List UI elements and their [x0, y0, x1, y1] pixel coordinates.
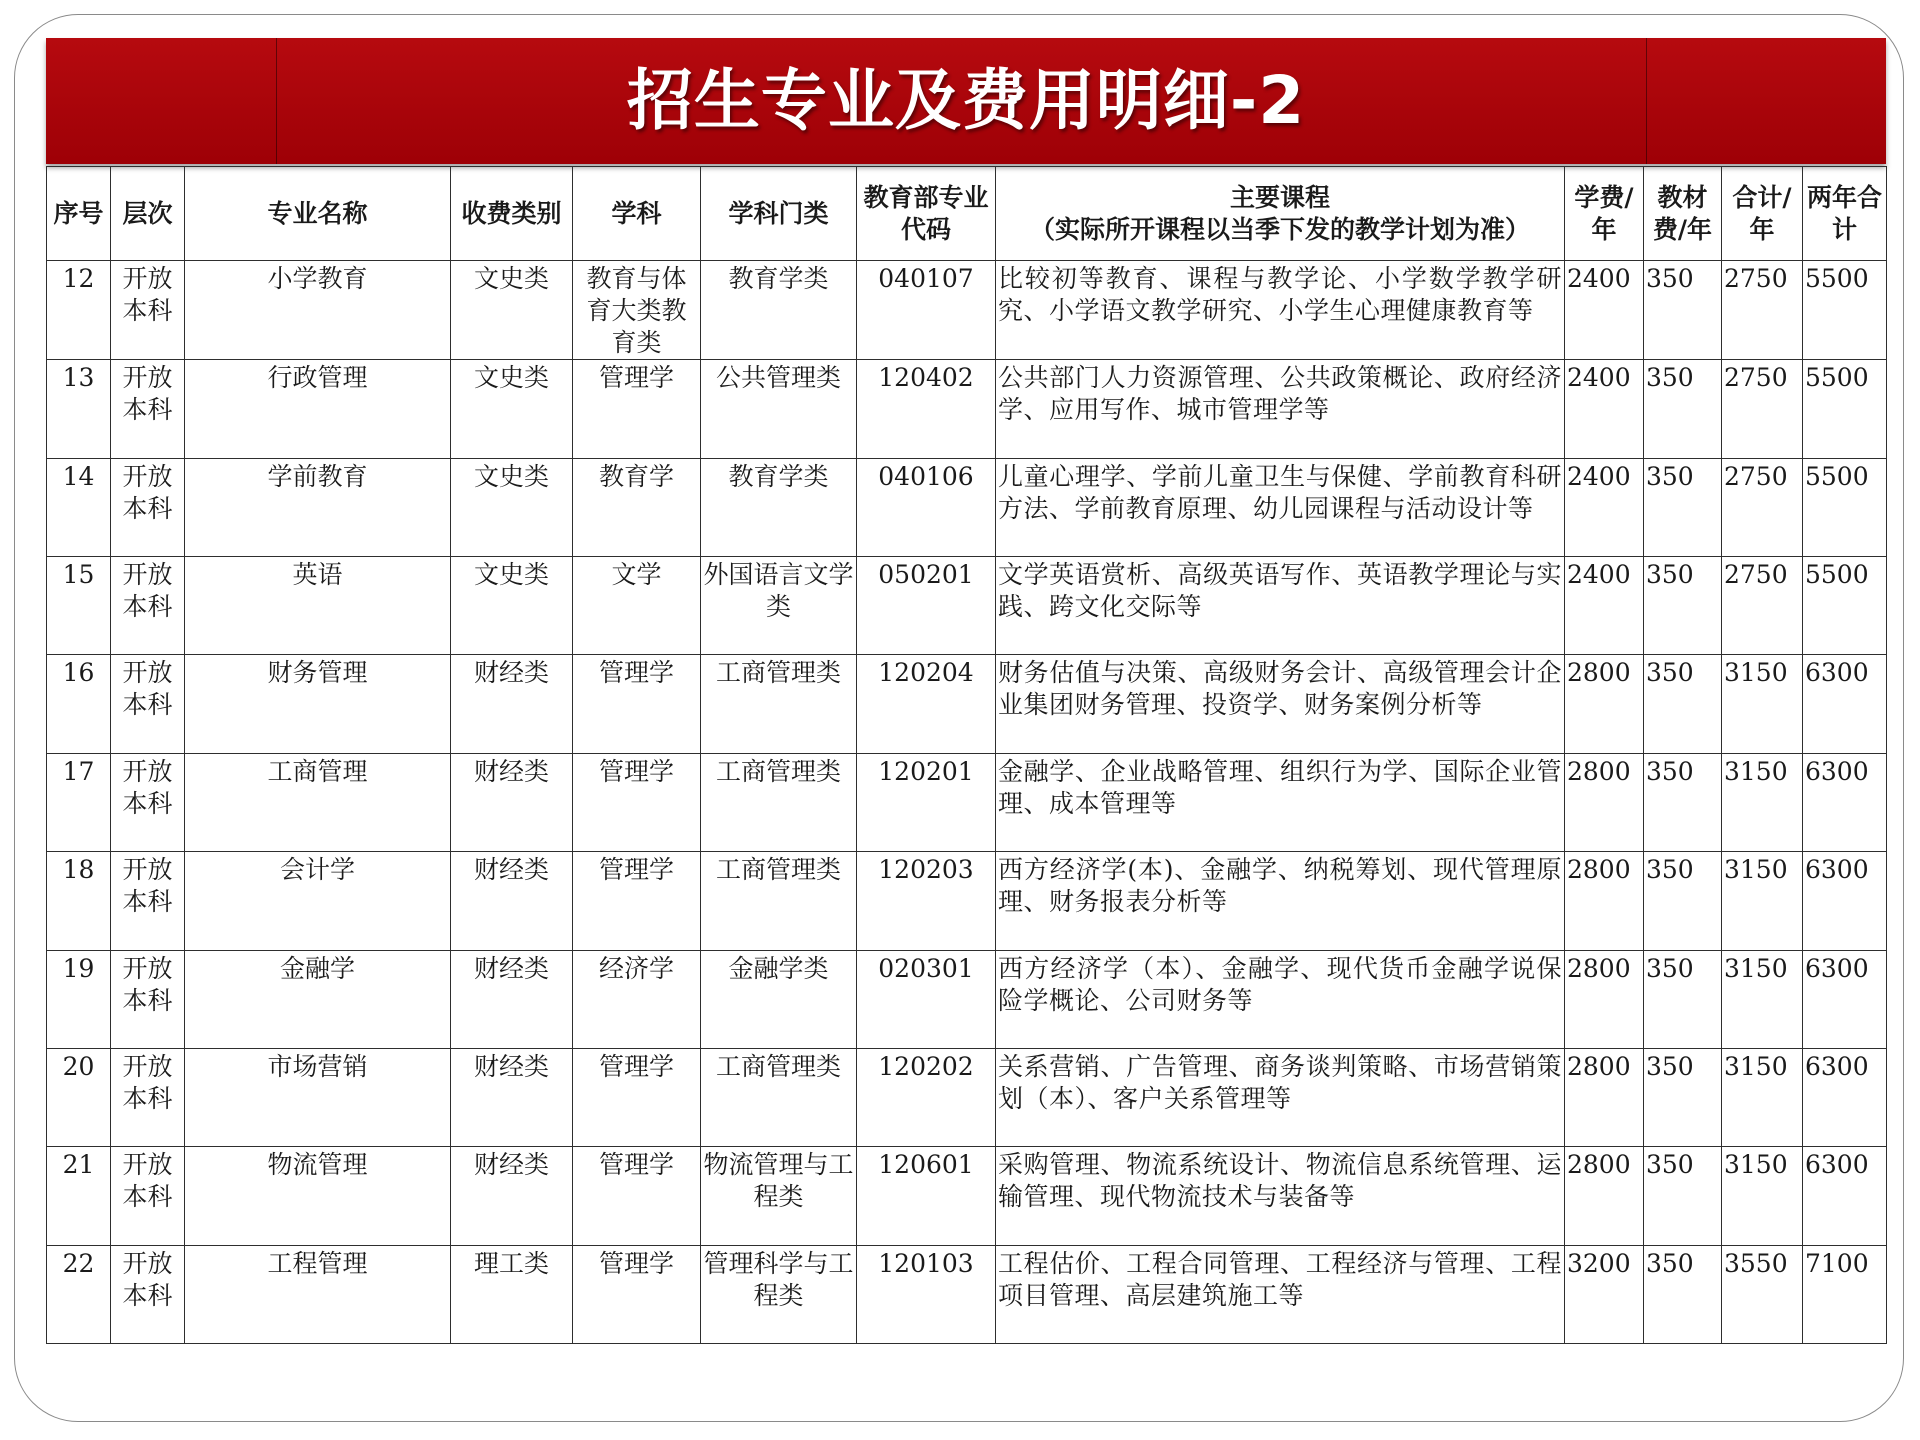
header-two-year: 两年合计 [1803, 167, 1887, 261]
cell-seq: 19 [47, 950, 111, 1048]
cell-tuition: 2800 [1565, 1048, 1644, 1146]
cell-level: 开放本科 [111, 852, 185, 950]
cell-discipline: 管理学 [573, 753, 701, 851]
header-code: 教育部专业代码 [857, 167, 996, 261]
cell-books: 350 [1644, 655, 1722, 753]
cell-books: 350 [1644, 950, 1722, 1048]
cell-total: 2750 [1722, 557, 1803, 655]
header-category: 学科门类 [701, 167, 857, 261]
cell-level: 开放本科 [111, 360, 185, 458]
cell-discipline: 教育学 [573, 458, 701, 556]
cell-major: 会计学 [185, 852, 451, 950]
cell-major: 工程管理 [185, 1245, 451, 1343]
cell-total: 3150 [1722, 1147, 1803, 1245]
cell-tuition: 2400 [1565, 557, 1644, 655]
cell-seq: 14 [47, 458, 111, 556]
cell-courses: 采购管理、物流系统设计、物流信息系统管理、运输管理、现代物流技术与装备等 [996, 1147, 1565, 1245]
cell-code: 120204 [857, 655, 996, 753]
cell-fee-type: 文史类 [451, 360, 573, 458]
cell-seq: 20 [47, 1048, 111, 1146]
table-row [47, 852, 1887, 950]
cell-level: 开放本科 [111, 1245, 185, 1343]
cell-two-year: 6300 [1803, 1048, 1887, 1146]
cell-courses: 关系营销、广告管理、商务谈判策略、市场营销策划（本）、客户关系管理等 [996, 1048, 1565, 1146]
cell-level: 开放本科 [111, 655, 185, 753]
cell-total: 2750 [1722, 458, 1803, 556]
cell-total: 3150 [1722, 753, 1803, 851]
table-body [47, 261, 1887, 1344]
cell-courses: 比较初等教育、课程与教学论、小学数学教学研究、小学语文教学研究、小学生心理健康教育等 [996, 261, 1565, 360]
cell-books: 350 [1644, 753, 1722, 851]
cell-major: 市场营销 [185, 1048, 451, 1146]
cell-seq: 21 [47, 1147, 111, 1245]
cell-discipline: 管理学 [573, 1245, 701, 1343]
cell-level: 开放本科 [111, 1147, 185, 1245]
fee-table [46, 166, 1887, 1344]
cell-discipline: 管理学 [573, 655, 701, 753]
header-courses-note: （实际所开课程以当季下发的教学计划为准） [1029, 214, 1530, 244]
table-row [47, 1147, 1887, 1245]
cell-category: 公共管理类 [701, 360, 857, 458]
cell-fee-type: 财经类 [451, 852, 573, 950]
cell-tuition: 2800 [1565, 655, 1644, 753]
cell-books: 350 [1644, 1147, 1722, 1245]
header-courses [996, 167, 1565, 261]
cell-category: 外国语言文学类 [701, 557, 857, 655]
header-major: 专业名称 [185, 167, 451, 261]
cell-major: 金融学 [185, 950, 451, 1048]
cell-seq: 18 [47, 852, 111, 950]
cell-two-year: 5500 [1803, 261, 1887, 360]
cell-code: 020301 [857, 950, 996, 1048]
cell-courses: 财务估值与决策、高级财务会计、高级管理会计企业集团财务管理、投资学、财务案例分析等 [996, 655, 1565, 753]
cell-discipline: 管理学 [573, 1048, 701, 1146]
cell-tuition: 3200 [1565, 1245, 1644, 1343]
cell-fee-type: 理工类 [451, 1245, 573, 1343]
cell-two-year: 5500 [1803, 360, 1887, 458]
cell-books: 350 [1644, 261, 1722, 360]
cell-major: 物流管理 [185, 1147, 451, 1245]
cell-total: 2750 [1722, 261, 1803, 360]
cell-code: 120402 [857, 360, 996, 458]
cell-fee-type: 财经类 [451, 950, 573, 1048]
cell-tuition: 2800 [1565, 753, 1644, 851]
cell-category: 管理科学与工程类 [701, 1245, 857, 1343]
cell-tuition: 2400 [1565, 458, 1644, 556]
header-courses-title: 主要课程 [1229, 182, 1330, 212]
cell-books: 350 [1644, 1245, 1722, 1343]
cell-total: 3150 [1722, 655, 1803, 753]
cell-two-year: 6300 [1803, 753, 1887, 851]
cell-code: 120601 [857, 1147, 996, 1245]
header-level: 层次 [111, 167, 185, 261]
header-discipline: 学科 [573, 167, 701, 261]
cell-two-year: 6300 [1803, 950, 1887, 1048]
cell-code: 120201 [857, 753, 996, 851]
cell-tuition: 2800 [1565, 950, 1644, 1048]
table-row [47, 261, 1887, 360]
cell-discipline: 管理学 [573, 360, 701, 458]
cell-discipline: 经济学 [573, 950, 701, 1048]
cell-fee-type: 财经类 [451, 1147, 573, 1245]
cell-seq: 12 [47, 261, 111, 360]
cell-total: 3150 [1722, 950, 1803, 1048]
cell-code: 040107 [857, 261, 996, 360]
cell-courses: 西方经济学(本)、金融学、纳税筹划、现代管理原理、财务报表分析等 [996, 852, 1565, 950]
cell-books: 350 [1644, 1048, 1722, 1146]
cell-level: 开放本科 [111, 458, 185, 556]
header-seq: 序号 [47, 167, 111, 261]
table-header-row [47, 167, 1887, 261]
cell-major: 小学教育 [185, 261, 451, 360]
cell-category: 物流管理与工程类 [701, 1147, 857, 1245]
cell-total: 3150 [1722, 1048, 1803, 1146]
cell-fee-type: 财经类 [451, 1048, 573, 1146]
cell-fee-type: 财经类 [451, 655, 573, 753]
cell-seq: 22 [47, 1245, 111, 1343]
cell-two-year: 6300 [1803, 655, 1887, 753]
cell-discipline: 教育与体育大类教育类 [573, 261, 701, 360]
cell-level: 开放本科 [111, 1048, 185, 1146]
cell-courses: 文学英语赏析、高级英语写作、英语教学理论与实践、跨文化交际等 [996, 557, 1565, 655]
cell-books: 350 [1644, 557, 1722, 655]
cell-courses: 西方经济学（本）、金融学、现代货币金融学说保险学概论、公司财务等 [996, 950, 1565, 1048]
cell-major: 英语 [185, 557, 451, 655]
cell-seq: 16 [47, 655, 111, 753]
cell-courses: 金融学、企业战略管理、组织行为学、国际企业管理、成本管理等 [996, 753, 1565, 851]
cell-category: 工商管理类 [701, 1048, 857, 1146]
header-total: 合计/年 [1722, 167, 1803, 261]
header-books: 教材费/年 [1644, 167, 1722, 261]
cell-books: 350 [1644, 458, 1722, 556]
cell-two-year: 6300 [1803, 1147, 1887, 1245]
cell-books: 350 [1644, 852, 1722, 950]
cell-code: 120202 [857, 1048, 996, 1146]
cell-category: 工商管理类 [701, 655, 857, 753]
title-banner [46, 38, 1886, 164]
cell-major: 行政管理 [185, 360, 451, 458]
table-row [47, 1048, 1887, 1146]
cell-code: 040106 [857, 458, 996, 556]
cell-level: 开放本科 [111, 950, 185, 1048]
cell-level: 开放本科 [111, 557, 185, 655]
cell-courses: 儿童心理学、学前儿童卫生与保健、学前教育科研方法、学前教育原理、幼儿园课程与活动设计等 [996, 458, 1565, 556]
cell-major: 财务管理 [185, 655, 451, 753]
cell-code: 120203 [857, 852, 996, 950]
cell-total: 3150 [1722, 852, 1803, 950]
cell-major: 学前教育 [185, 458, 451, 556]
header-fee-type: 收费类别 [451, 167, 573, 261]
cell-level: 开放本科 [111, 261, 185, 360]
cell-courses: 公共部门人力资源管理、公共政策概论、政府经济学、应用写作、城市管理学等 [996, 360, 1565, 458]
cell-category: 工商管理类 [701, 753, 857, 851]
cell-seq: 15 [47, 557, 111, 655]
cell-fee-type: 文史类 [451, 458, 573, 556]
cell-total: 3550 [1722, 1245, 1803, 1343]
cell-level: 开放本科 [111, 753, 185, 851]
cell-category: 金融学类 [701, 950, 857, 1048]
cell-major: 工商管理 [185, 753, 451, 851]
cell-two-year: 5500 [1803, 557, 1887, 655]
table-row [47, 655, 1887, 753]
table-row [47, 950, 1887, 1048]
table-row [47, 557, 1887, 655]
table-row [47, 1245, 1887, 1343]
cell-discipline: 文学 [573, 557, 701, 655]
table-row [47, 753, 1887, 851]
cell-books: 350 [1644, 360, 1722, 458]
cell-category: 教育学类 [701, 458, 857, 556]
cell-tuition: 2400 [1565, 261, 1644, 360]
cell-seq: 17 [47, 753, 111, 851]
cell-courses: 工程估价、工程合同管理、工程经济与管理、工程项目管理、高层建筑施工等 [996, 1245, 1565, 1343]
cell-discipline: 管理学 [573, 852, 701, 950]
cell-code: 050201 [857, 557, 996, 655]
cell-discipline: 管理学 [573, 1147, 701, 1245]
cell-two-year: 7100 [1803, 1245, 1887, 1343]
cell-tuition: 2800 [1565, 1147, 1644, 1245]
table-row [47, 458, 1887, 556]
page-title: 招生专业及费用明细-2 [626, 62, 1306, 139]
cell-two-year: 6300 [1803, 852, 1887, 950]
cell-code: 120103 [857, 1245, 996, 1343]
cell-fee-type: 文史类 [451, 261, 573, 360]
cell-tuition: 2800 [1565, 852, 1644, 950]
cell-fee-type: 财经类 [451, 753, 573, 851]
cell-total: 2750 [1722, 360, 1803, 458]
header-tuition: 学费/年 [1565, 167, 1644, 261]
cell-fee-type: 文史类 [451, 557, 573, 655]
cell-two-year: 5500 [1803, 458, 1887, 556]
cell-tuition: 2400 [1565, 360, 1644, 458]
table-row [47, 360, 1887, 458]
cell-category: 工商管理类 [701, 852, 857, 950]
cell-category: 教育学类 [701, 261, 857, 360]
cell-seq: 13 [47, 360, 111, 458]
